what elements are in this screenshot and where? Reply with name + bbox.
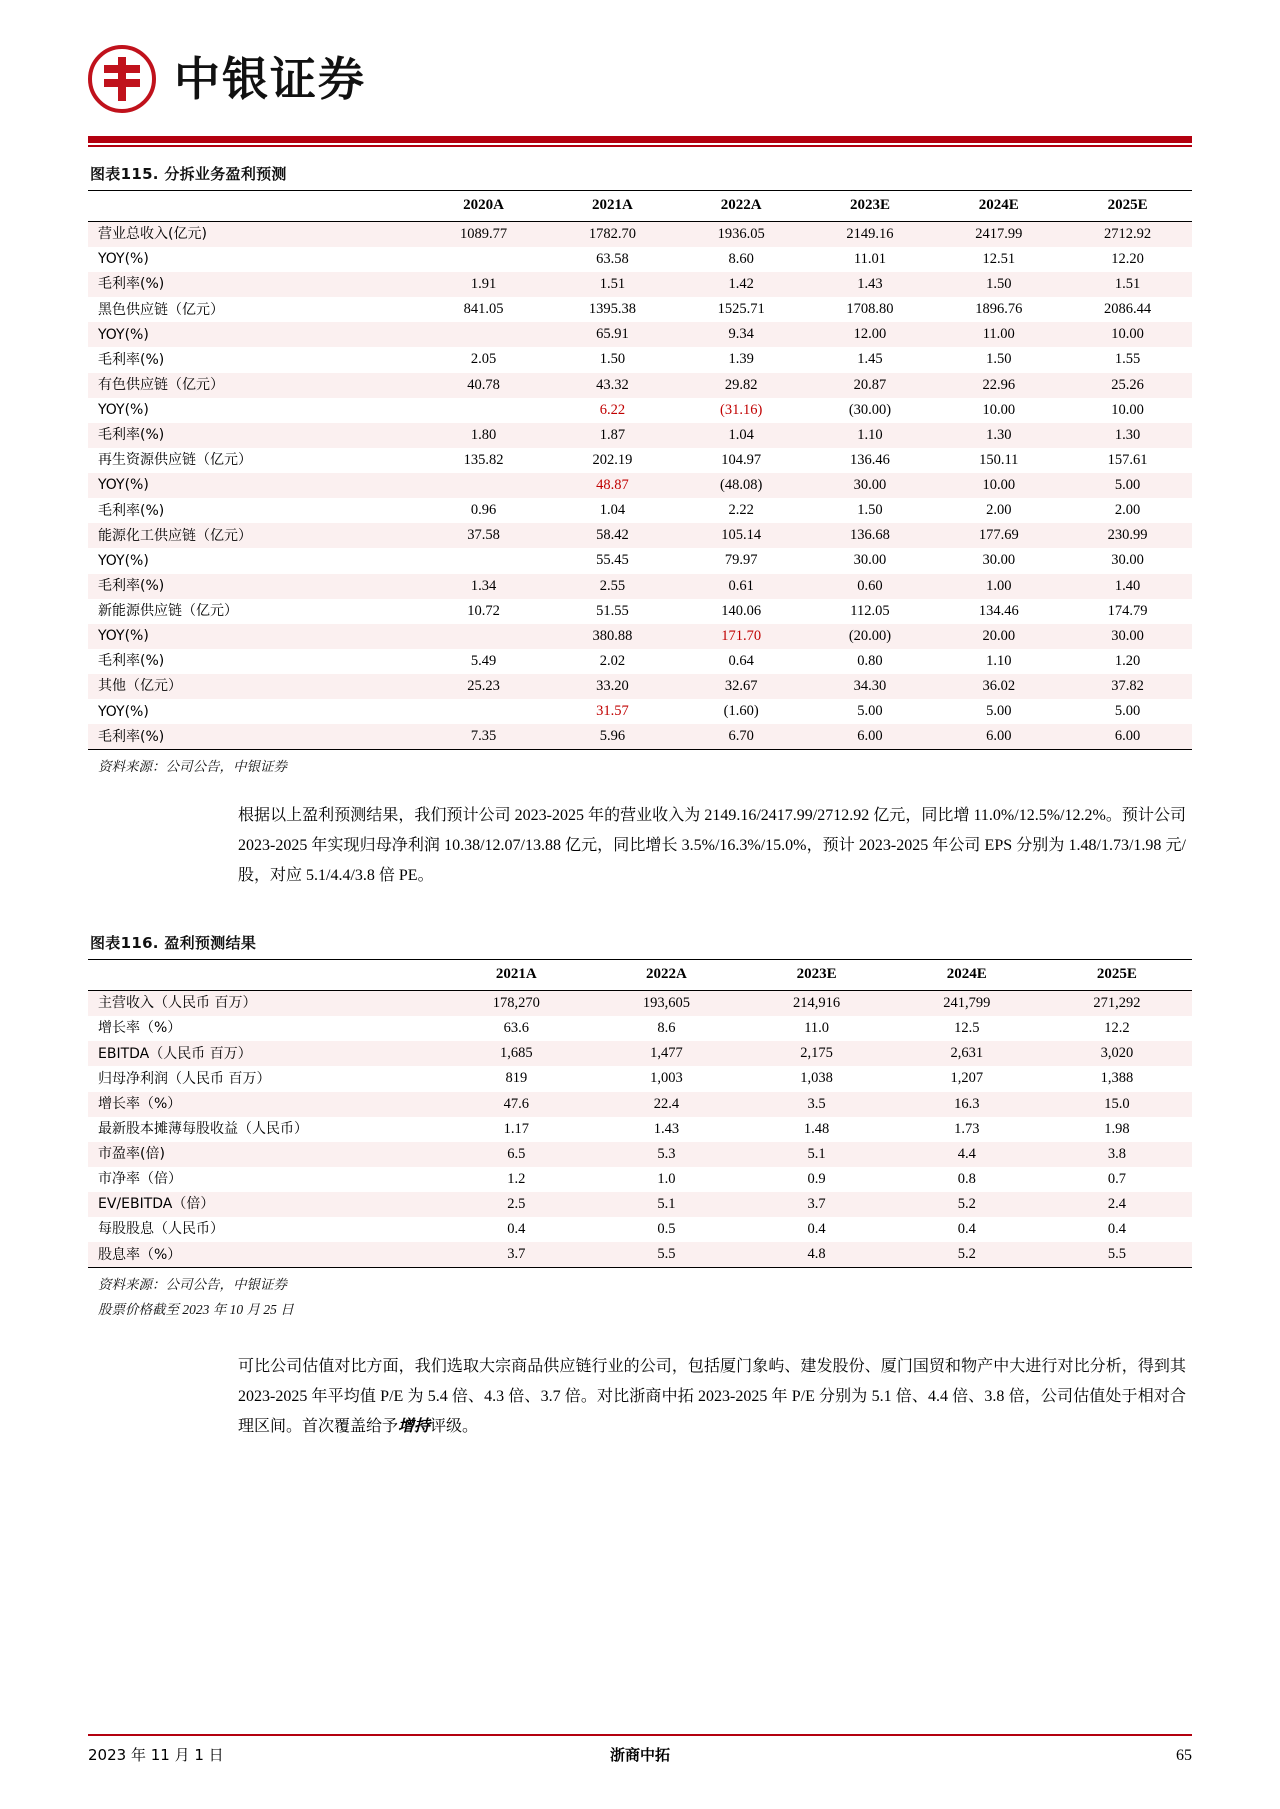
table-row: [88, 272, 1192, 297]
row-label: 每股股息（人民币）: [98, 1221, 224, 1238]
table-row: [88, 322, 1192, 347]
table-cell: 1,477: [591, 1041, 741, 1066]
column-header: 2021A: [548, 191, 677, 222]
table-row: [88, 1242, 1192, 1268]
table-cell: 1.43: [653, 1120, 680, 1137]
table-header-row: [88, 960, 1192, 991]
table-cell: 1.30: [1063, 423, 1192, 448]
table-cell: 0.80: [857, 652, 883, 669]
figure-116-body: [88, 991, 1192, 1268]
table-cell: 214,916: [742, 991, 892, 1017]
table-cell: 3.7: [441, 1242, 591, 1268]
table-cell: 11.00: [934, 322, 1063, 347]
table-cell: 0.9: [807, 1170, 826, 1187]
table-cell: 10.72: [467, 602, 500, 619]
table-cell: 2086.44: [1104, 301, 1152, 318]
table-cell: 134.46: [978, 602, 1019, 619]
column-header: 2024E: [892, 960, 1042, 991]
table-row: [88, 1167, 1192, 1192]
figure-116-source: 资料来源：公司公告，中银证券: [98, 1277, 287, 1293]
table-row: [88, 347, 1192, 372]
table-cell: 1,388: [1100, 1070, 1134, 1087]
table-cell: 40.78: [419, 373, 548, 398]
table-cell: 2417.99: [934, 221, 1063, 247]
table-cell: 43.32: [548, 373, 677, 398]
table-cell: 1.51: [1063, 272, 1192, 297]
page-footer: [88, 1734, 1192, 1766]
table-cell: 5.96: [548, 724, 677, 750]
table-cell: 1,207: [950, 1070, 984, 1087]
table-cell: 1.10: [986, 652, 1012, 669]
table-cell: 2.02: [599, 652, 626, 669]
table-cell: 1.43: [806, 272, 935, 297]
table-cell: 1.87: [548, 423, 677, 448]
row-label: 市净率（倍）: [98, 1171, 182, 1188]
table-cell: 22.96: [934, 373, 1063, 398]
row-label: 毛利率(%): [88, 724, 419, 750]
table-cell: 33.20: [548, 674, 677, 699]
table-cell: 1.50: [986, 351, 1012, 368]
table-cell: [419, 699, 548, 724]
table-cell: 6.70: [677, 724, 806, 750]
table-cell: 5.1: [742, 1142, 892, 1167]
column-header: 2021A: [441, 960, 591, 991]
table-cell: 1.10: [806, 423, 935, 448]
table-cell: 1,003: [650, 1070, 683, 1087]
table-cell: 5.00: [986, 703, 1012, 720]
table-cell: 6.00: [934, 724, 1063, 750]
table-cell: 1.00: [934, 574, 1063, 599]
table-cell: 12.51: [982, 250, 1016, 267]
figure-116-note: 股票价格截至 2023 年 10 月 25 日: [98, 1302, 294, 1318]
table-cell: 5.5: [1042, 1242, 1192, 1268]
column-header: [88, 960, 441, 991]
figure-115: [88, 157, 1192, 775]
table-cell: 230.99: [1063, 523, 1192, 548]
row-label: 新能源供应链（亿元）: [98, 603, 238, 619]
table-cell: 1.55: [1114, 351, 1141, 368]
table-cell: 0.60: [806, 574, 935, 599]
row-label: 有色供应链（亿元）: [88, 373, 419, 398]
table-row: [88, 473, 1192, 498]
table-cell: 5.2: [892, 1242, 1042, 1268]
figure-116-title: 图表116. 盈利预测结果: [90, 934, 257, 953]
table-cell: (1.60): [723, 703, 759, 720]
table-cell: 29.82: [677, 373, 806, 398]
row-label: 市盈率(倍): [88, 1142, 441, 1167]
table-row: [88, 398, 1192, 423]
table-cell: 1.50: [599, 351, 626, 368]
table-cell: 37.58: [419, 523, 548, 548]
table-cell: [419, 624, 548, 649]
table-cell: 241,799: [892, 991, 1042, 1017]
table-cell: 34.30: [806, 674, 935, 699]
table-row: [88, 373, 1192, 398]
table-cell: 1.2: [507, 1170, 526, 1187]
table-cell: 1.98: [1104, 1120, 1130, 1137]
column-header: 2022A: [591, 960, 741, 991]
table-cell: 8.60: [728, 250, 754, 267]
table-cell: 380.88: [548, 624, 677, 649]
table-cell: 1.30: [934, 423, 1063, 448]
table-cell: 3.5: [742, 1092, 892, 1117]
table-cell: [419, 247, 548, 272]
table-cell: 178,270: [441, 991, 591, 1017]
row-label: YOY(%): [88, 473, 419, 498]
row-label: 毛利率(%): [88, 423, 419, 448]
table-row: [88, 297, 1192, 322]
table-cell: 1.0: [657, 1170, 676, 1187]
table-cell: 6.00: [806, 724, 935, 750]
table-cell: 25.23: [419, 674, 548, 699]
table-cell: 65.91: [548, 322, 677, 347]
table-cell: 5.2: [892, 1192, 1042, 1217]
table-cell: [419, 473, 548, 498]
table-cell: 0.4: [507, 1221, 526, 1238]
table-cell: 1.42: [677, 272, 806, 297]
table-cell: 5.3: [591, 1142, 741, 1167]
table-cell: 140.06: [721, 602, 762, 619]
figure-116: [88, 926, 1192, 1318]
table-cell: 1936.05: [677, 221, 806, 247]
table-cell: 157.61: [1107, 451, 1148, 468]
table-cell: 1525.71: [717, 301, 765, 318]
table-cell: 135.82: [463, 451, 504, 468]
table-cell: 48.87: [548, 473, 677, 498]
table-cell: 2712.92: [1063, 221, 1192, 247]
table-cell: [419, 398, 548, 423]
table-row: [88, 624, 1192, 649]
table-row: [88, 498, 1192, 523]
table-cell: 10.00: [934, 473, 1063, 498]
table-cell: 0.4: [957, 1221, 976, 1238]
table-cell: [419, 548, 548, 573]
table-cell: 79.97: [724, 552, 758, 569]
column-header: 2023E: [806, 191, 935, 222]
row-label: 营业总收入(亿元): [88, 221, 419, 247]
table-cell: 5.00: [1063, 473, 1192, 498]
table-cell: 15.0: [1042, 1092, 1192, 1117]
table-row: [88, 1117, 1192, 1142]
table-cell: 174.79: [1107, 602, 1148, 619]
table-cell: 30.00: [806, 473, 935, 498]
table-cell: 6.22: [599, 401, 626, 418]
table-cell: 271,292: [1042, 991, 1192, 1017]
paragraph-valuation-text-a: 可比公司估值对比方面，我们选取大宗商品供应链行业的公司，包括厦门象屿、建发股份、厦门国贸和物产中大进行对比分析，得到其 2023-2025 年平均值 P/E 为 5.4 倍、4.3 倍、3.7 倍。对比浙商中拓 2023-2025 年 P/E 分别为 5.1 倍、4.4 倍、3.8 倍，公司估值处于相对合理区间。首次覆盖给予: [238, 1358, 1186, 1435]
table-cell: 1708.80: [846, 301, 894, 318]
table-cell: 1.80: [419, 423, 548, 448]
row-label: 增长率（%）: [88, 1092, 441, 1117]
row-label: EBITDA（人民币 百万）: [88, 1041, 441, 1066]
table-cell: 10.00: [1111, 401, 1144, 418]
column-header: 2022A: [677, 191, 806, 222]
table-cell: 2,175: [742, 1041, 892, 1066]
table-row: [88, 523, 1192, 548]
table-cell: 9.34: [677, 322, 806, 347]
table-row: [88, 674, 1192, 699]
page-header: [88, 0, 1192, 122]
table-cell: 2.05: [470, 351, 497, 368]
table-cell: 0.96: [470, 502, 497, 519]
table-cell: 1,685: [441, 1041, 591, 1066]
figure-116-table: [88, 959, 1192, 1268]
row-label: 能源化工供应链（亿元）: [88, 523, 419, 548]
table-cell: 5.00: [1114, 703, 1141, 720]
table-row: [88, 1066, 1192, 1091]
column-header: 2025E: [1042, 960, 1192, 991]
header-divider-thin: [88, 145, 1192, 147]
table-cell: 1.17: [503, 1120, 530, 1137]
table-cell: 1.04: [677, 423, 806, 448]
boc-logo-icon: [88, 45, 156, 113]
table-cell: 112.05: [850, 602, 890, 619]
table-cell: 841.05: [463, 301, 504, 318]
column-header: 2025E: [1063, 191, 1192, 222]
table-cell: 37.82: [1063, 674, 1192, 699]
paragraph-forecast-summary: 根据以上盈利预测结果，我们预计公司 2023-2025 年的营业收入为 2149.16/2417.99/2712.92 亿元，同比增 11.0%/12.5%/12.2%。预计公司 2023-2025 年实现归母净利润 10.38/12.07/13.88 亿元，同比增长 3.5%/16.3%/15.0%，预计 2023-2025 年公司 EPS 分别为 1.48/1.73/1.98 元/股，对应 5.1/4.4/3.8 倍 PE。: [238, 807, 1186, 884]
row-label: 归母净利润（人民币 百万）: [98, 1070, 271, 1087]
table-cell: 1,038: [800, 1070, 833, 1087]
table-row: [88, 1016, 1192, 1041]
table-cell: 2,631: [892, 1041, 1042, 1066]
row-label: 增长率（%）: [98, 1020, 182, 1037]
table-cell: 12.2: [1104, 1020, 1130, 1037]
figure-115-title: 图表115. 分拆业务盈利预测: [90, 165, 287, 183]
table-cell: 193,605: [591, 991, 741, 1017]
table-cell: 104.97: [721, 451, 762, 468]
table-cell: 12.00: [806, 322, 935, 347]
table-cell: 1896.76: [975, 301, 1023, 318]
table-cell: 1.20: [1114, 652, 1141, 669]
table-cell: 32.67: [677, 674, 806, 699]
figure-115-table: [88, 190, 1192, 750]
table-cell: 2.55: [548, 574, 677, 599]
table-cell: 0.64: [728, 652, 754, 669]
row-label: YOY(%): [88, 624, 419, 649]
column-header: 2020A: [419, 191, 548, 222]
table-cell: 55.45: [596, 552, 629, 569]
table-row: [88, 1142, 1192, 1167]
table-cell: 5.1: [591, 1192, 741, 1217]
table-cell: 31.57: [596, 703, 629, 720]
table-row: [88, 991, 1192, 1017]
row-label: 毛利率(%): [88, 272, 419, 297]
table-cell: 7.35: [419, 724, 548, 750]
table-cell: 136.46: [850, 451, 890, 468]
table-row: [88, 1092, 1192, 1117]
table-row: [88, 423, 1192, 448]
row-label: 再生资源供应链（亿元）: [98, 452, 252, 469]
table-cell: 1.45: [857, 351, 883, 368]
table-cell: 6.5: [441, 1142, 591, 1167]
table-cell: 2.00: [986, 502, 1012, 519]
table-cell: 1.34: [419, 574, 548, 599]
table-cell: 1.40: [1063, 574, 1192, 599]
table-cell: 1782.70: [548, 221, 677, 247]
table-cell: 30.00: [853, 552, 887, 569]
table-cell: 819: [505, 1070, 528, 1087]
row-label: EV/EBITDA（倍）: [88, 1192, 441, 1217]
table-cell: (30.00): [848, 401, 892, 418]
row-label: 毛利率(%): [98, 502, 165, 519]
table-cell: 4.8: [742, 1242, 892, 1268]
row-label: 黑色供应链（亿元）: [98, 301, 224, 318]
table-cell: 22.4: [591, 1092, 741, 1117]
row-label: 其他（亿元）: [88, 674, 419, 699]
table-cell: 0.8: [957, 1170, 976, 1187]
table-cell: 2.5: [441, 1192, 591, 1217]
table-cell: 1.51: [548, 272, 677, 297]
table-cell: 12.5: [954, 1020, 980, 1037]
figure-115-source: 资料来源：公司公告，中银证券: [98, 759, 287, 775]
row-label: 主营收入（人民币 百万）: [88, 991, 441, 1017]
table-cell: 2.00: [1114, 502, 1141, 519]
table-cell: 1395.38: [588, 301, 636, 318]
table-cell: 5.49: [470, 652, 497, 669]
row-label: YOY(%): [88, 322, 419, 347]
figure-115-body: [88, 221, 1192, 750]
table-cell: 30.00: [1063, 624, 1192, 649]
table-cell: 3,020: [1042, 1041, 1192, 1066]
table-cell: 150.11: [979, 451, 1019, 468]
table-cell: 2.4: [1042, 1192, 1192, 1217]
table-cell: 4.4: [892, 1142, 1042, 1167]
brand-name: 中银证券: [174, 52, 366, 106]
table-row: [88, 1041, 1192, 1066]
paragraph-valuation-text-b: 评级。: [430, 1417, 479, 1435]
header-divider: [88, 136, 1192, 143]
table-cell: 0.5: [657, 1221, 676, 1238]
table-row: [88, 548, 1192, 573]
table-row: [88, 724, 1192, 750]
table-row: [88, 247, 1192, 272]
table-cell: 0.4: [807, 1221, 826, 1238]
table-cell: 47.6: [441, 1092, 591, 1117]
table-cell: 1.50: [934, 272, 1063, 297]
row-label: YOY(%): [98, 402, 149, 418]
row-label: 毛利率(%): [88, 574, 419, 599]
table-cell: 10.00: [1063, 322, 1192, 347]
table-cell: 5.00: [857, 703, 883, 720]
footer-divider: [88, 1734, 1192, 1737]
table-header-row: [88, 191, 1192, 222]
row-label: YOY(%): [98, 703, 149, 720]
paragraph-valuation: [88, 1352, 1192, 1441]
footer-company: 浙商中拓: [609, 1746, 670, 1764]
column-header: [88, 191, 419, 222]
table-cell: 6.00: [1063, 724, 1192, 750]
table-row: [88, 221, 1192, 247]
table-row: [88, 448, 1192, 473]
table-cell: 1089.77: [419, 221, 548, 247]
table-cell: 30.00: [1111, 552, 1144, 569]
table-cell: 2.22: [728, 502, 754, 519]
table-row: [88, 599, 1192, 624]
table-cell: [419, 322, 548, 347]
table-cell: 1.39: [728, 351, 754, 368]
table-cell: 3.8: [1042, 1142, 1192, 1167]
table-cell: 20.00: [934, 624, 1063, 649]
table-cell: 171.70: [677, 624, 806, 649]
table-cell: 25.26: [1063, 373, 1192, 398]
table-row: [88, 699, 1192, 724]
table-cell: 11.0: [804, 1020, 830, 1037]
row-label: 毛利率(%): [98, 351, 165, 368]
column-header: 2024E: [934, 191, 1063, 222]
table-cell: 136.68: [806, 523, 935, 548]
table-cell: 30.00: [982, 552, 1016, 569]
table-cell: (31.16): [720, 401, 763, 418]
footer-date: 2023 年 11 月 1 日: [88, 1746, 224, 1764]
table-cell: 177.69: [934, 523, 1063, 548]
table-cell: (48.08): [677, 473, 806, 498]
table-row: [88, 649, 1192, 674]
table-cell: 63.6: [503, 1020, 530, 1037]
row-label: 毛利率(%): [98, 653, 165, 670]
table-cell: 105.14: [677, 523, 806, 548]
table-row: [88, 1217, 1192, 1242]
table-cell: 8.6: [657, 1020, 676, 1037]
row-label: 最新股本摊薄每股收益（人民币）: [98, 1120, 308, 1137]
table-cell: 58.42: [548, 523, 677, 548]
table-cell: 12.20: [1111, 250, 1144, 267]
table-cell: 36.02: [934, 674, 1063, 699]
table-cell: 1.50: [857, 502, 883, 519]
table-cell: 2149.16: [806, 221, 935, 247]
table-cell: 0.61: [677, 574, 806, 599]
table-cell: 1.73: [954, 1120, 980, 1137]
table-cell: 5.5: [591, 1242, 741, 1268]
table-cell: 10.00: [982, 401, 1016, 418]
footer-page-number: 65: [1176, 1747, 1192, 1764]
table-cell: 1.04: [599, 502, 626, 519]
table-cell: 20.87: [806, 373, 935, 398]
column-header: 2023E: [742, 960, 892, 991]
rating-emphasis: 增持: [398, 1417, 431, 1435]
table-row: [88, 574, 1192, 599]
row-label: 股息率（%）: [88, 1242, 441, 1268]
table-cell: (20.00): [806, 624, 935, 649]
table-cell: 3.7: [742, 1192, 892, 1217]
table-cell: 202.19: [592, 451, 633, 468]
table-cell: 1.91: [419, 272, 548, 297]
table-cell: 16.3: [892, 1092, 1042, 1117]
row-label: YOY(%): [98, 552, 149, 569]
table-cell: 11.01: [853, 250, 887, 267]
table-cell: 0.4: [1107, 1221, 1126, 1238]
table-cell: 1.48: [803, 1120, 830, 1137]
table-cell: 63.58: [596, 250, 629, 267]
row-label: YOY(%): [98, 251, 149, 268]
table-cell: 0.7: [1107, 1170, 1126, 1187]
table-row: [88, 1192, 1192, 1217]
table-cell: 51.55: [596, 602, 629, 619]
